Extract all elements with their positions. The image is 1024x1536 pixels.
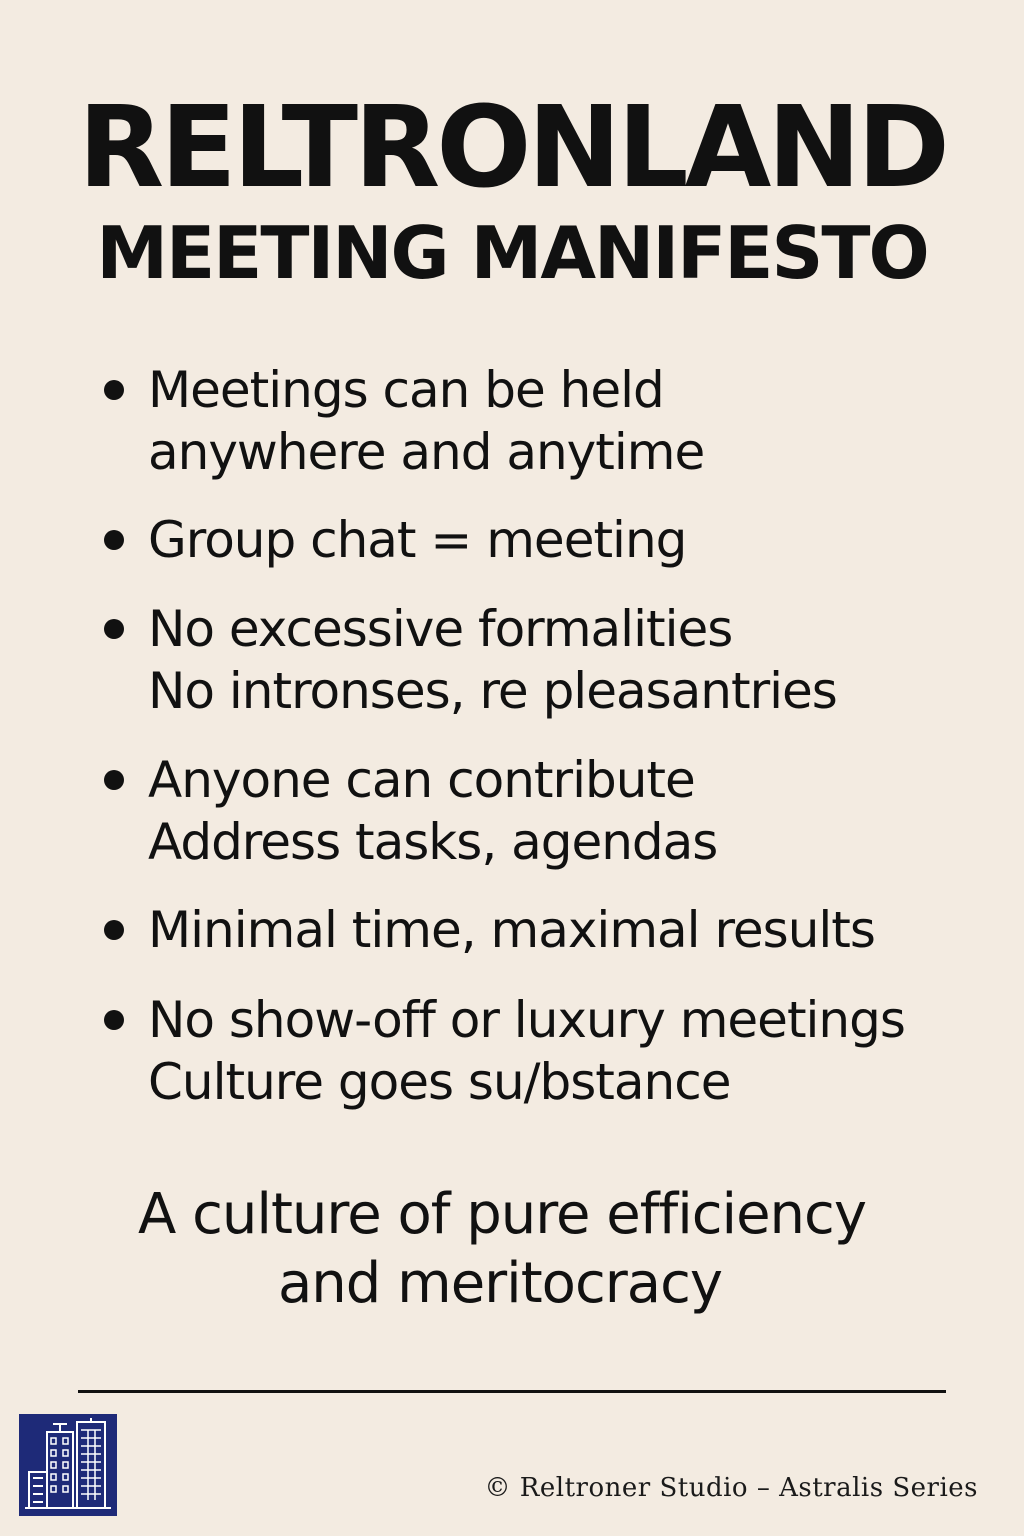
tagline-line-2: and meritocracy xyxy=(277,1251,723,1316)
bullet-dot-icon xyxy=(104,530,124,550)
bullet-dot-icon xyxy=(104,619,124,639)
page-title: RELTRONLAND xyxy=(78,83,946,213)
manifesto-item-line: No show-off or luxury meetings xyxy=(148,991,905,1049)
manifesto-item-line: Group chat = meeting xyxy=(148,511,687,569)
manifesto-item-line: Minimal time, maximal results xyxy=(148,901,875,959)
manifesto-item-line: No intronses, re pleasantries xyxy=(148,662,837,720)
manifesto-item-line: Address tasks, agendas xyxy=(148,813,718,871)
manifesto-item-line: Culture goes su/bstance xyxy=(148,1053,731,1111)
manifesto-item-line: No excessive formalities xyxy=(148,600,733,658)
bullet-dot-icon xyxy=(104,380,124,400)
manifesto-item-line: Meetings can be held xyxy=(148,361,664,419)
manifesto-item-line: Anyone can contribute xyxy=(148,751,695,809)
page-subtitle: MEETING MANIFESTO xyxy=(96,211,928,295)
tagline-line-1: A culture of pure efficiency xyxy=(138,1182,866,1247)
bullet-dot-icon xyxy=(104,1010,124,1030)
bullet-dot-icon xyxy=(104,920,124,940)
city-buildings-icon xyxy=(19,1414,117,1516)
footer-divider xyxy=(78,1390,946,1393)
copyright-footer: © Reltroner Studio – Astralis Series xyxy=(484,1473,978,1503)
manifesto-item-line: anywhere and anytime xyxy=(148,423,705,481)
bullet-dot-icon xyxy=(104,770,124,790)
